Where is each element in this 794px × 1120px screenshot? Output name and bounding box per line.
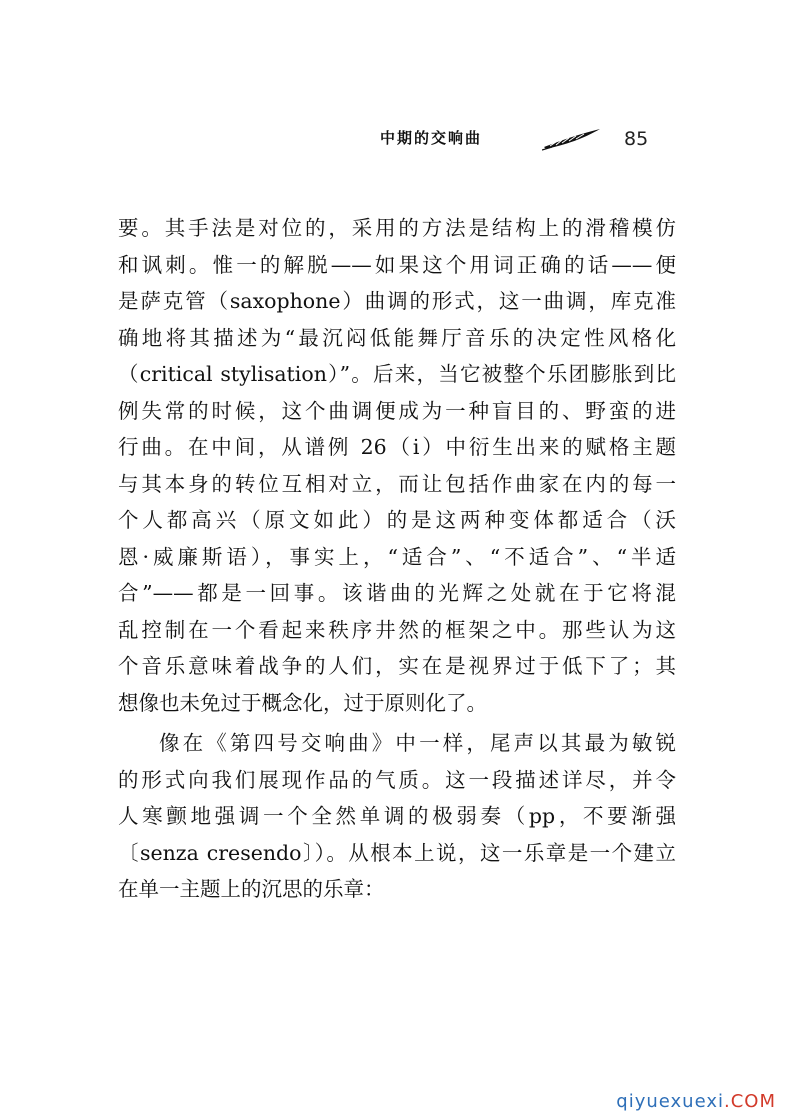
text-line: 个人都高兴（原文如此）的是这两种变体都适合（沃 bbox=[118, 508, 676, 532]
running-title: 中期的交响曲 bbox=[380, 129, 483, 147]
text-line: 恩·威廉斯语），事实上，“适合”、“不适合”、“半适 bbox=[118, 544, 676, 569]
text-line: 与其本身的转位互相对立，而让包括作曲家在内的每一 bbox=[118, 471, 676, 496]
text-line: 例失常的时候，这个曲调便成为一种盲目的、野蛮的进 bbox=[118, 398, 676, 423]
text-line: 是萨克管（saxophone）曲调的形式，这一曲调，库克准 bbox=[118, 289, 676, 313]
text-line: 想像也未免过于概念化，过于原则化了。 bbox=[118, 690, 487, 715]
watermark-text: qiyuexuexi bbox=[616, 1091, 724, 1112]
text-line: 确地将其描述为“最沉闷低能舞厅音乐的决定性风格化 bbox=[118, 325, 676, 350]
text-line: 像在《第四号交响曲》中一样，尾声以其最为敏锐 bbox=[159, 731, 676, 755]
text-line: 要。其手法是对位的，采用的方法是结构上的滑稽模仿 bbox=[118, 216, 676, 240]
text-line: 合”——都是一回事。该谐曲的光辉之处就在于它将混 bbox=[118, 581, 676, 605]
text-line: 人寒颤地强调一个全然单调的极弱奏（pp，不要渐强 bbox=[118, 804, 676, 828]
page-number: 85 bbox=[624, 128, 649, 150]
text-line: 行曲。在中间，从谱例 26（i）中衍生出来的赋格主题 bbox=[118, 435, 676, 459]
text-line: 在单一主题上的沉思的乐章： bbox=[118, 877, 385, 901]
text-line: 乱控制在一个看起来秩序井然的框架之中。那些认为这 bbox=[118, 617, 676, 642]
paragraph-2 bbox=[118, 725, 676, 908]
body-text bbox=[118, 210, 676, 908]
paragraph-1 bbox=[118, 210, 676, 721]
text-line: 的形式向我们展现作品的气质。这一段描述详尽，并令 bbox=[118, 767, 676, 792]
quill-pen-icon bbox=[542, 125, 602, 151]
page-header bbox=[380, 125, 660, 155]
site-watermark bbox=[616, 1091, 776, 1112]
text-line: 〔senza cresendo〕）。从根本上说，这一乐章是一个建立 bbox=[118, 840, 676, 865]
watermark-suffix: .COM bbox=[724, 1091, 776, 1112]
text-line: 和讽刺。惟一的解脱——如果这个用词正确的话——便 bbox=[118, 252, 676, 277]
text-line: （critical stylisation）”。后来，当它被整个乐团膨胀到比 bbox=[118, 362, 676, 386]
text-line: 个音乐意味着战争的人们，实在是视界过于低下了；其 bbox=[118, 654, 676, 678]
